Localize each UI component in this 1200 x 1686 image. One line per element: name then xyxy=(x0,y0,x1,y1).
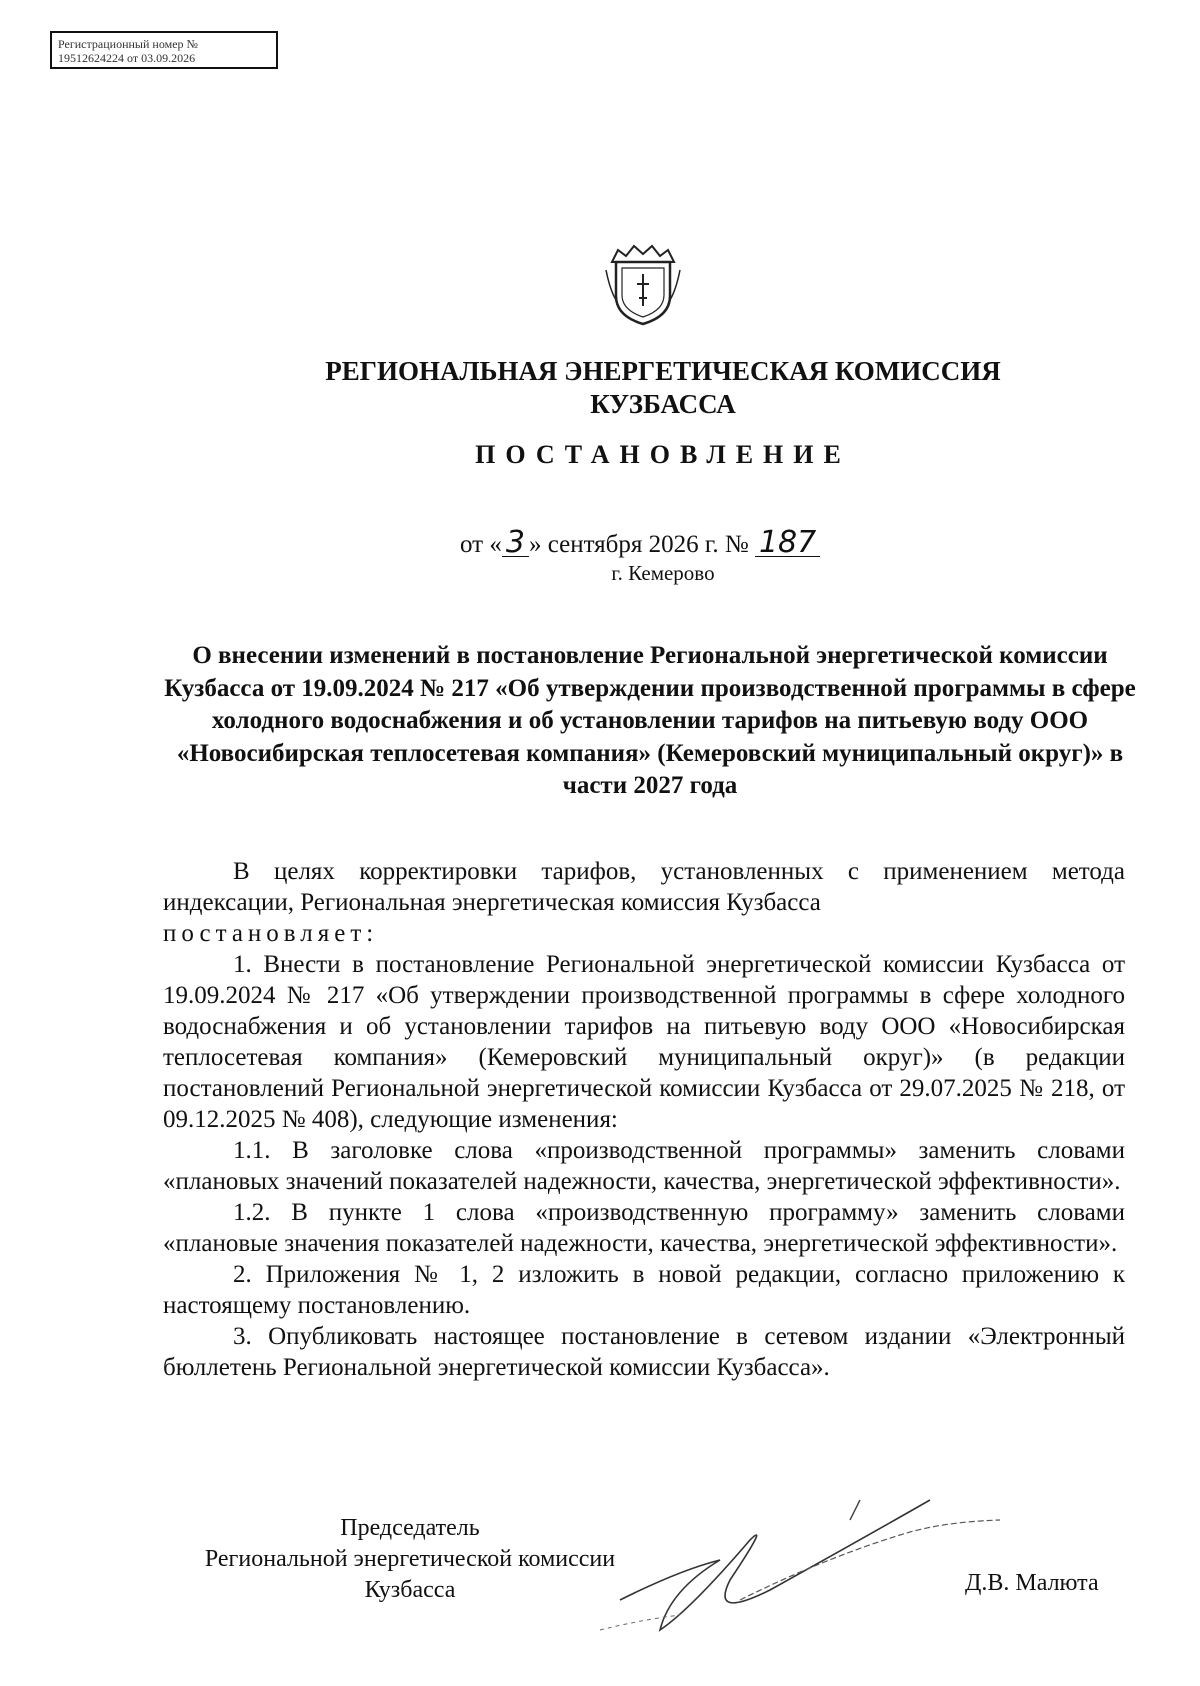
document-body xyxy=(163,856,1125,1383)
registration-line-2: 19512624224 от 03.09.2026 xyxy=(58,51,196,65)
position-line-2: Региональной энергетической комиссии xyxy=(204,1546,616,1572)
document-type: ПОСТАНОВЛЕНИЕ xyxy=(475,440,851,469)
document-title: О внесении изменений в постановление Региональной энергетической комиссии Кузбасса от 19.09.2024 № 217 «Об утверждении производственной программы в сфере холодного водоснабжения и об установлении тарифов на питьевую воду ООО «Новосибирская теплосетевая компания» (Кемеровский муниципальный округ)» в части 2027 года xyxy=(164,642,1136,799)
clause-1-2: 1.2. В пункте 1 слова «производственную программу» заменить словами «плановые значения показателей надежности, качества, энергетической эффективности». xyxy=(163,1199,1125,1257)
registration-line-1: Регистрационный номер № xyxy=(58,37,198,51)
document-number-handwritten: 187 xyxy=(755,530,820,557)
org-line-1: РЕГИОНАЛЬНАЯ ЭНЕРГЕТИЧЕСКАЯ КОМИССИЯ xyxy=(325,356,1001,386)
intro-text: В целях корректировки тарифов, установленных с применением метода индексации, Региональная энергетическая комиссия Кузбасса xyxy=(163,858,1125,916)
intro-paragraph xyxy=(163,856,1125,918)
date-day-handwritten: 3 xyxy=(502,530,529,557)
signatory-name: Д.В. Малюта xyxy=(965,1570,1099,1596)
clause-3: 3. Опубликовать настоящее постановление в сетевом издании «Электронный бюллетень Региональной энергетической комиссии Кузбасса». xyxy=(163,1323,1125,1381)
clause-1-1: 1.1. В заголовке слова «производственной программы» заменить словами «плановых значений показателей надежности, качества, энергетической эффективности». xyxy=(163,1137,1125,1195)
handwritten-signature xyxy=(600,1480,1020,1650)
signatory-position xyxy=(160,1513,660,1606)
date-prefix: от « xyxy=(460,531,502,558)
date-middle: » сентября 2026 г. № xyxy=(528,531,749,558)
position-line-1: Председатель xyxy=(340,1515,480,1541)
registration-stamp xyxy=(50,31,278,69)
date-line xyxy=(460,525,820,560)
clause-1: 1. Внести в постановление Региональной энергетической комиссии Кузбасса от 19.09.2024 № 217 «Об утверждении производственной программы в сфере холодного водоснабжения и об установлении тарифов на питьевую воду ООО «Новосибирская теплосетевая компания» (Кемеровский муниципальный округ)» (в редакции постановлений Региональной энергетической комиссии Кузбасса от 29.07.2025 № 218, от 09.12.2025 № 408), следующие изменения: xyxy=(163,951,1125,1133)
organization-name xyxy=(0,355,1200,421)
city-line: г. Кемерово xyxy=(611,561,715,585)
org-line-2: КУЗБАССА xyxy=(590,389,736,419)
clause-2: 2. Приложения № 1, 2 изложить в новой редакции, согласно приложению к настоящему постановлению. xyxy=(163,1261,1125,1319)
decree-word: постановляет: xyxy=(163,920,379,947)
coat-of-arms-emblem xyxy=(604,240,682,326)
position-line-3: Кузбасса xyxy=(364,1577,456,1603)
